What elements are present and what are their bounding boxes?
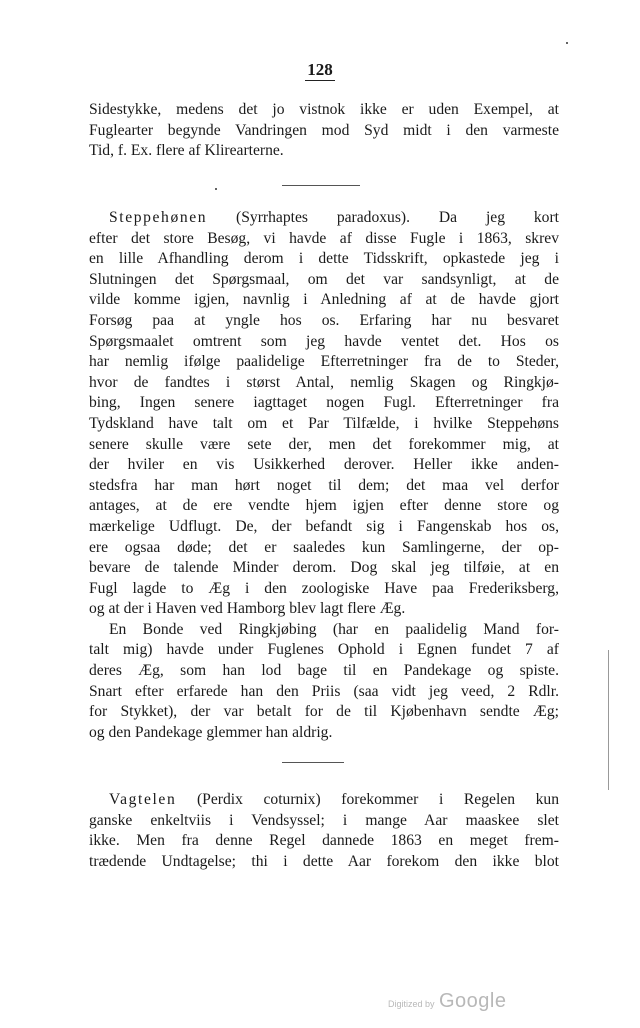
section-divider — [282, 762, 344, 763]
page-number-text: 128 — [307, 60, 333, 79]
text-line: stedsfra har man hørt noget til dem; det maa vel derfor — [89, 476, 559, 494]
text-line: Tydskland have talt om et Par Tilfælde, i hvilke Steppehøns — [89, 414, 559, 432]
text-line: Snart efter erfarede han den Priis (saa vidt jeg veed, 2 Rdlr. — [89, 682, 559, 700]
text-line: Spørgsmaalet omtrent som jeg havde ventet det. Hos os — [89, 332, 559, 350]
text-line: har nemlig ifølge paalidelige Efterretninger fra de to Steder, — [89, 353, 559, 371]
text-line-first — [89, 790, 559, 811]
text-line: og den Pandekage glemmer han aldrig. — [89, 723, 333, 741]
text-line: ere ogsaa døde; det er saaledes kun Samlingerne, der op- — [89, 538, 559, 556]
text-line: hvor de fandtes i størst Antal, nemlig Skagen og Ringkjø- — [89, 373, 559, 391]
text-line: ganske enkeltviis i Vendsyssel; i mange Aar maaskee slet — [89, 811, 559, 829]
text-line-rest: (Perdix coturnix) forekommer i Regelen kun — [196, 791, 559, 808]
paragraph-3 — [89, 790, 559, 872]
text-line: trædende Undtagelse; thi i dette Aar forekom den ikke blot — [89, 852, 559, 870]
text-line: En Bonde ved Ringkjøbing (har en paalidelig Mand for- — [109, 620, 559, 638]
section-heading-steppehonen: Steppehønen — [109, 209, 208, 226]
text-line: Tid, f. Ex. flere af Klirearterne. — [89, 142, 284, 160]
text-line: deres Æg, som han lod bage til en Pandekage og spiste. — [89, 662, 559, 680]
scan-edge-line — [608, 650, 609, 790]
text-line-rest: (Syrrhaptes paradoxus). Da jeg kort — [236, 209, 559, 226]
text-line: for Stykket), der var betalt for de til Kjøbenhavn sendte Æg; — [89, 703, 559, 721]
text-line: Fuglearter begynde Vandringen mod Syd midt i den varmeste — [89, 121, 559, 139]
text-line: efter det store Besøg, vi havde af disse Fugle i 1863, skrev — [89, 229, 559, 247]
text-line: og at der i Haven ved Hamborg blev lagt flere Æg. — [89, 600, 406, 618]
page-number — [0, 60, 640, 80]
google-logo: Google — [438, 990, 507, 1012]
text-line-first — [89, 208, 559, 229]
text-line: ikke. Men fra denne Regel dannede 1863 en meget frem- — [89, 832, 559, 850]
text-line: Forsøg paa at yngle hos os. Erfaring har nu besvaret — [89, 311, 559, 329]
text-line: Slutningen det Spørgsmaal, om det var sandsynligt, at de — [89, 270, 559, 288]
scan-speck — [215, 188, 217, 190]
text-line: en lille Afhandling derom i dette Tidsskrift, opkastede jeg i — [89, 250, 559, 268]
digitized-by-google-watermark — [388, 990, 506, 1013]
text-line: Fugl lagde to Æg i den zoologiske Have paa Frederiksberg, — [89, 579, 559, 597]
section-divider — [282, 185, 360, 186]
text-line: bing, Ingen senere iagttaget nogen Fugl. Efterretninger fra — [89, 394, 559, 412]
text-line: der hviler en vis Usikkerhed derover. Heller ikke anden- — [89, 456, 559, 474]
scan-speck — [566, 42, 568, 44]
text-line: mærkelige Udflugt. De, der befandt sig i Fangenskab hos os, — [89, 517, 559, 535]
text-line: Sidestykke, medens det jo vistnok ikke er uden Exempel, at — [89, 101, 559, 118]
text-line: antages, at de ere vendte hjem igjen efter denne store og — [89, 497, 559, 515]
text-line: senere skulle være sete der, men det forekommer mig, at — [89, 435, 559, 453]
text-line: vilde komme igjen, navnlig i Anledning af at de havde gjort — [89, 291, 559, 309]
watermark-prefix: Digitized by — [388, 999, 435, 1009]
paragraph-1 — [89, 100, 559, 162]
text-line: bevare de talende Minder derom. Dog skal jeg tilføie, at en — [89, 559, 559, 577]
paragraph-2 — [89, 208, 559, 743]
text-line: talt mig) havde under Fuglenes Ophold i Egnen fundet 7 af — [89, 641, 559, 659]
section-heading-vagtelen: Vagtelen — [109, 791, 177, 808]
